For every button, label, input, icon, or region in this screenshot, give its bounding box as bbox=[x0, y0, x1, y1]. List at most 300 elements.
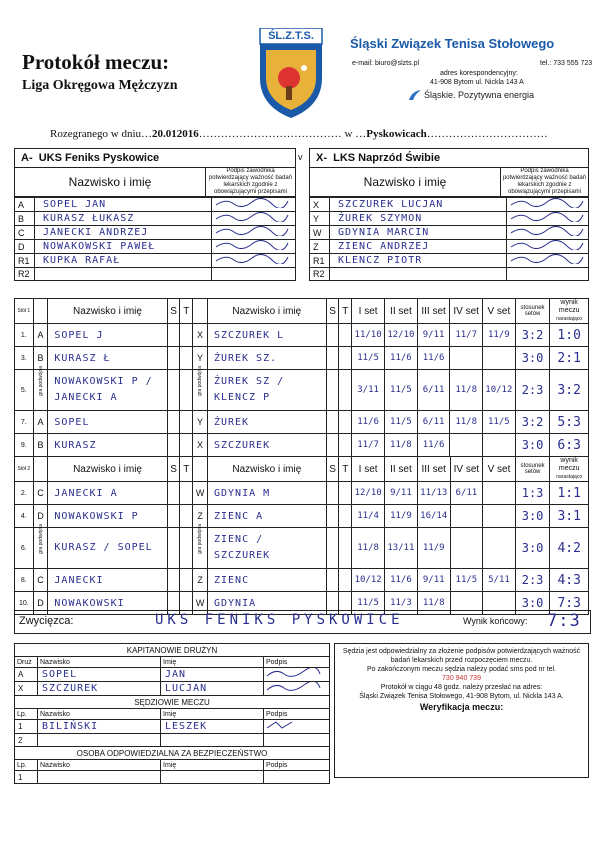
away-s bbox=[326, 569, 339, 592]
match-date-line: Rozegranego w dniu…20.012016………………………………… w …Pyskowicach…………………………… bbox=[50, 128, 548, 140]
away-code: X bbox=[193, 324, 208, 347]
referee-lp: 1 bbox=[15, 720, 38, 734]
away-player: ŻUREK SZ. bbox=[207, 347, 326, 370]
set-header: V set bbox=[482, 299, 515, 324]
blank bbox=[193, 299, 208, 324]
game-number: 6. bbox=[15, 528, 34, 569]
game-number: 3. bbox=[15, 347, 34, 370]
set-header: V set bbox=[483, 457, 516, 482]
roster-row bbox=[15, 198, 296, 212]
roster-player-name: KLENCZ PIOTR bbox=[330, 254, 507, 268]
set-score: 11/7 bbox=[352, 434, 385, 457]
away-t bbox=[339, 528, 352, 569]
captain-surname: SZCZUREK bbox=[38, 682, 161, 696]
home-player: JANECKI bbox=[48, 569, 167, 592]
roster-player-name bbox=[35, 268, 212, 281]
roster-code: R2 bbox=[310, 268, 330, 281]
team-a-roster bbox=[14, 148, 296, 281]
set-score: 12/10 bbox=[352, 482, 385, 505]
match-running-score: 4:2 bbox=[550, 528, 589, 569]
home-player: NOWAKOWSKI bbox=[48, 592, 167, 615]
player-signature bbox=[507, 226, 589, 240]
game-number: 1. bbox=[15, 324, 34, 347]
roster-row bbox=[310, 268, 589, 281]
winner-label: Zwycięzca: bbox=[19, 615, 74, 627]
signature-scribble bbox=[507, 240, 587, 250]
set-score: 3/11 bbox=[352, 370, 385, 411]
player-signature bbox=[507, 254, 589, 268]
away-s bbox=[326, 505, 339, 528]
set-score: 11/5 bbox=[385, 370, 418, 411]
officials-col-header: Lp. bbox=[15, 760, 38, 771]
set-header: I set bbox=[352, 299, 385, 324]
set-score bbox=[450, 505, 483, 528]
home-s bbox=[167, 324, 180, 347]
home-player: SOPEL J bbox=[48, 324, 167, 347]
set-score: 11/5 bbox=[450, 569, 483, 592]
away-t bbox=[339, 347, 352, 370]
captain-surname: SOPEL bbox=[38, 668, 161, 682]
away-player: GDYNIA M bbox=[207, 482, 326, 505]
name-header: Nazwisko i imię bbox=[207, 457, 326, 482]
signature-note: Podpis zawodnika potwierdzający ważność badań lekarskich zgodnie z obowiązującymi przepisami bbox=[501, 168, 589, 197]
player-signature bbox=[507, 212, 589, 226]
roster-row bbox=[15, 240, 296, 254]
player-signature bbox=[212, 212, 296, 226]
officials-block bbox=[14, 643, 330, 784]
games-header-row bbox=[15, 457, 589, 482]
game-number: 2. bbox=[15, 482, 34, 505]
away-code: W bbox=[193, 482, 208, 505]
set-score: 10/12 bbox=[352, 569, 385, 592]
home-t bbox=[180, 482, 193, 505]
set-ratio: 3:2 bbox=[515, 324, 550, 347]
home-player: SOPEL bbox=[48, 411, 167, 434]
org-email: e-mail: biuro@slzts.pl bbox=[352, 60, 420, 67]
roster-code: R1 bbox=[310, 254, 330, 268]
note-phone: 730 940 739 bbox=[442, 675, 481, 682]
referee-title: SĘDZIOWIE MECZU bbox=[15, 696, 330, 709]
roster-player-name: KURASZ ŁUKASZ bbox=[35, 212, 212, 226]
set-ratio: 3:0 bbox=[515, 528, 550, 569]
roster-player-name: GDYNIA MARCIN bbox=[330, 226, 507, 240]
set-ratio: 3:0 bbox=[515, 592, 550, 615]
signature-scribble bbox=[264, 668, 324, 678]
home-player: KURASZ Ł bbox=[48, 347, 167, 370]
away-player: GDYNIA bbox=[207, 592, 326, 615]
set-score: 11/8 bbox=[450, 411, 483, 434]
away-s bbox=[326, 434, 339, 457]
home-player: NOWAKOWSKI P bbox=[48, 505, 167, 528]
officials-col-header: Nazwisko bbox=[38, 709, 161, 720]
roster-code: X bbox=[310, 198, 330, 212]
set-score bbox=[450, 528, 483, 569]
team-x-header: X- LKS Naprzód Świbie bbox=[310, 149, 589, 168]
set-score: 11/4 bbox=[352, 505, 385, 528]
signature-note: Podpis zawodnika potwierdzający ważność badań lekarskich zgodnie z obowiązującymi przepisami bbox=[206, 168, 296, 197]
roster-player-name bbox=[330, 268, 507, 281]
verification-label: Weryfikacja meczu: bbox=[419, 702, 504, 712]
roster-player-name: ZIENC ANDRZEJ bbox=[330, 240, 507, 254]
officials-col-header: Nazwisko bbox=[38, 657, 161, 668]
captain-signature bbox=[264, 668, 330, 682]
away-t bbox=[339, 434, 352, 457]
referee-signature bbox=[264, 720, 330, 734]
set-score: 11/3 bbox=[385, 592, 418, 615]
signature-scribble bbox=[212, 198, 292, 208]
signature-scribble bbox=[507, 254, 587, 264]
set-score: 11/8 bbox=[417, 592, 450, 615]
set-score bbox=[483, 482, 516, 505]
name-header: Nazwisko i imię bbox=[310, 168, 501, 197]
roster-player-name: NOWAKOWSKI PAWEŁ bbox=[35, 240, 212, 254]
roster-row bbox=[310, 240, 589, 254]
officials-col-header: Imię bbox=[161, 760, 264, 771]
safety-lp: 1 bbox=[15, 771, 38, 784]
roster-code: Y bbox=[310, 212, 330, 226]
signature-scribble bbox=[212, 240, 292, 250]
home-player: JANECKI A bbox=[48, 482, 167, 505]
set-header: III set bbox=[417, 457, 450, 482]
officials-col-header: Podpis bbox=[264, 760, 330, 771]
roster-player-name: ŻUREK SZYMON bbox=[330, 212, 507, 226]
final-score: 7:3 bbox=[547, 611, 581, 631]
note-address: Śląski Związek Tenisa Stołowego, 41-908 Bytom, ul. Nickla 143 A. bbox=[359, 693, 564, 700]
home-s bbox=[167, 505, 180, 528]
away-player: ŻUREK bbox=[207, 411, 326, 434]
set-header: II set bbox=[385, 457, 418, 482]
team-x-roster bbox=[309, 148, 589, 281]
officials-col-header: Lp. bbox=[15, 709, 38, 720]
game-number: 8. bbox=[15, 569, 34, 592]
table-number-header: Stół 2 bbox=[15, 457, 34, 482]
player-signature bbox=[212, 240, 296, 254]
note-send: Protokół w ciągu 48 godz. należy przesłać na adres: bbox=[380, 684, 543, 691]
referee-signature bbox=[264, 734, 330, 747]
set-score: 9/11 bbox=[417, 569, 450, 592]
set-score: 11/6 bbox=[417, 434, 450, 457]
set-score: 11/6 bbox=[385, 347, 418, 370]
home-player: NOWAKOWSKI P / JANECKI A bbox=[48, 370, 167, 411]
home-s bbox=[167, 482, 180, 505]
game-number: 5. bbox=[15, 370, 34, 411]
address-label: adres korespondencyjny: bbox=[440, 70, 518, 77]
name-header: Nazwisko i imię bbox=[207, 299, 326, 324]
officials-col-header: Nazwisko bbox=[38, 760, 161, 771]
set-score: 11/9 bbox=[417, 528, 450, 569]
home-s bbox=[167, 370, 180, 411]
roster-code: R1 bbox=[15, 254, 35, 268]
game-row bbox=[15, 505, 589, 528]
set-score: 13/11 bbox=[385, 528, 418, 569]
away-s bbox=[326, 370, 339, 411]
roster-player-name: SZCZUREK LUCJAN bbox=[330, 198, 507, 212]
home-code: D bbox=[33, 592, 48, 615]
safety-surname bbox=[38, 771, 161, 784]
set-score bbox=[483, 505, 516, 528]
away-player: ZIENC A bbox=[207, 505, 326, 528]
set-score bbox=[483, 528, 516, 569]
home-s bbox=[167, 569, 180, 592]
set-score: 12/10 bbox=[385, 324, 418, 347]
match-running-score: 1:0 bbox=[550, 324, 589, 347]
match-running-score: 7:3 bbox=[550, 592, 589, 615]
set-score bbox=[450, 434, 483, 457]
set-score: 9/11 bbox=[417, 324, 450, 347]
s-header: S bbox=[167, 457, 180, 482]
set-score: 11/5 bbox=[482, 411, 515, 434]
s-header: S bbox=[326, 299, 339, 324]
game-row bbox=[15, 528, 589, 569]
home-code: A bbox=[33, 411, 48, 434]
away-code: X bbox=[193, 434, 208, 457]
roster-row bbox=[15, 212, 296, 226]
game-number: 7. bbox=[15, 411, 34, 434]
roster-row bbox=[15, 254, 296, 268]
officials-col-header: Imię bbox=[161, 657, 264, 668]
ratio-header: stosunek setów bbox=[515, 299, 550, 324]
away-t bbox=[339, 324, 352, 347]
signature-scribble bbox=[212, 254, 292, 264]
away-s bbox=[326, 324, 339, 347]
games-header-row bbox=[15, 299, 589, 324]
away-t bbox=[339, 411, 352, 434]
player-signature bbox=[212, 226, 296, 240]
referee-surname: BILIŃSKI bbox=[38, 720, 161, 734]
signature-scribble bbox=[507, 226, 587, 236]
org-name: Śląski Związek Tenisa Stołowego bbox=[350, 36, 555, 51]
roster-player-name: KUPKA RAFAŁ bbox=[35, 254, 212, 268]
game-row bbox=[15, 434, 589, 457]
captain-name: JAN bbox=[161, 668, 264, 682]
home-code: C bbox=[33, 482, 48, 505]
set-ratio: 3:2 bbox=[515, 411, 550, 434]
away-code: W bbox=[193, 592, 208, 615]
note-signatures: Sędzia jest odpowiedzialny za złożenie podpisów potwierdzających ważność badań lekarskich przed rozpoczęciem meczu. bbox=[342, 648, 581, 664]
set-ratio: 1:3 bbox=[515, 482, 550, 505]
league-subtitle: Liga Okręgowa Mężczyzn bbox=[22, 78, 178, 93]
player-signature bbox=[212, 198, 296, 212]
officials-col-header: Imię bbox=[161, 709, 264, 720]
referee-row bbox=[15, 734, 330, 747]
game-row bbox=[15, 569, 589, 592]
set-ratio: 3:0 bbox=[515, 505, 550, 528]
referee-row bbox=[15, 720, 330, 734]
referee-lp: 2 bbox=[15, 734, 38, 747]
set-header: IV set bbox=[450, 457, 483, 482]
captain-row bbox=[15, 682, 330, 696]
roster-code: C bbox=[15, 226, 35, 240]
player-signature bbox=[212, 254, 296, 268]
name-header: Nazwisko i imię bbox=[48, 299, 167, 324]
home-code: gra podwójna bbox=[33, 370, 48, 411]
set-score: 11/8 bbox=[352, 528, 385, 569]
set-score: 6/11 bbox=[417, 411, 450, 434]
set-header: IV set bbox=[450, 299, 483, 324]
set-score: 11/5 bbox=[385, 411, 418, 434]
away-code: Y bbox=[193, 347, 208, 370]
logo-lettering: ŚL.Z.T.S. bbox=[268, 30, 314, 42]
officials-header-row bbox=[15, 709, 330, 720]
game-row bbox=[15, 347, 589, 370]
set-ratio: 3:0 bbox=[515, 347, 550, 370]
home-code: gra podwójna bbox=[33, 528, 48, 569]
sponsor-text: Śląskie. Pozytywna energia bbox=[424, 90, 535, 100]
signature-scribble bbox=[507, 198, 587, 208]
match-running-score: 5:3 bbox=[550, 411, 589, 434]
set-score: 9/11 bbox=[385, 482, 418, 505]
game-row bbox=[15, 411, 589, 434]
home-t bbox=[180, 434, 193, 457]
roster-code: A bbox=[15, 198, 35, 212]
set-score: 11/6 bbox=[417, 347, 450, 370]
set-score: 11/9 bbox=[385, 505, 418, 528]
t-header: T bbox=[339, 457, 352, 482]
note-sms: Po zakończonym meczu sędzia należy podać sms pod nr tel. bbox=[366, 666, 557, 673]
safety-row bbox=[15, 771, 330, 784]
set-header: III set bbox=[417, 299, 450, 324]
away-s bbox=[326, 347, 339, 370]
set-score: 6/11 bbox=[450, 482, 483, 505]
s-header: S bbox=[326, 457, 339, 482]
captain-name: LUCJAN bbox=[161, 682, 264, 696]
safety-title: OSOBA ODPOWIEDZIALNA ZA BEZPIECZEŃSTWO bbox=[15, 747, 330, 760]
home-t bbox=[180, 324, 193, 347]
match-running-score: 3:1 bbox=[550, 505, 589, 528]
signature-scribble bbox=[507, 212, 587, 222]
away-code: Y bbox=[193, 411, 208, 434]
roster-row bbox=[15, 268, 296, 281]
result-header: wynik meczu narastająco bbox=[550, 299, 589, 324]
home-t bbox=[180, 528, 193, 569]
game-number: 4. bbox=[15, 505, 34, 528]
s-header: S bbox=[167, 299, 180, 324]
home-code: A bbox=[33, 324, 48, 347]
away-t bbox=[339, 569, 352, 592]
roster-code: W bbox=[310, 226, 330, 240]
sponsor-icon bbox=[408, 88, 422, 102]
roster-code: R2 bbox=[15, 268, 35, 281]
home-code: B bbox=[33, 347, 48, 370]
winner-value: UKS FENIKS PYSKOWICE bbox=[155, 612, 404, 628]
home-s bbox=[167, 528, 180, 569]
home-player: KURASZ bbox=[48, 434, 167, 457]
blank bbox=[33, 457, 48, 482]
referee-name: LESZEK bbox=[161, 720, 264, 734]
set-score: 6/11 bbox=[417, 370, 450, 411]
officials-col-header: Podpis bbox=[264, 657, 330, 668]
set-header: II set bbox=[385, 299, 418, 324]
away-player: SZCZUREK bbox=[207, 434, 326, 457]
away-t bbox=[339, 505, 352, 528]
set-score: 11/9 bbox=[482, 324, 515, 347]
officials-header-row bbox=[15, 760, 330, 771]
set-score bbox=[482, 347, 515, 370]
match-date: 20.012016 bbox=[152, 128, 199, 140]
away-t bbox=[339, 370, 352, 411]
roster-code: Z bbox=[310, 240, 330, 254]
game-row bbox=[15, 370, 589, 411]
captain-team: A bbox=[15, 668, 38, 682]
set-score: 11/6 bbox=[352, 411, 385, 434]
t-header: T bbox=[180, 457, 193, 482]
roster-code: D bbox=[15, 240, 35, 254]
game-number: 10. bbox=[15, 592, 34, 615]
games-table-2 bbox=[14, 456, 589, 615]
home-code: C bbox=[33, 569, 48, 592]
roster-row bbox=[310, 254, 589, 268]
captains-title: KAPITANOWIE DRUŻYN bbox=[15, 644, 330, 657]
set-ratio: 2:3 bbox=[515, 569, 550, 592]
roster-row bbox=[310, 212, 589, 226]
team-a-header: A- UKS Feniks Pyskowice bbox=[15, 149, 296, 168]
home-code: D bbox=[33, 505, 48, 528]
table-number-header: Stół 1 bbox=[15, 299, 34, 324]
home-code: B bbox=[33, 434, 48, 457]
captain-signature bbox=[264, 682, 330, 696]
roster-code: B bbox=[15, 212, 35, 226]
away-player: ZIENC bbox=[207, 569, 326, 592]
home-t bbox=[180, 411, 193, 434]
set-score bbox=[450, 347, 483, 370]
game-number: 9. bbox=[15, 434, 34, 457]
blank bbox=[33, 299, 48, 324]
set-score bbox=[482, 434, 515, 457]
signature-scribble bbox=[264, 682, 324, 692]
set-score: 11/5 bbox=[352, 347, 385, 370]
page-title: Protokół meczu: bbox=[22, 50, 170, 74]
roster-player-name: SOPEL JAN bbox=[35, 198, 212, 212]
result-header: wynik meczu narastająco bbox=[550, 457, 589, 482]
org-address: 41-908 Bytom ul. Nickla 143 A bbox=[430, 79, 524, 86]
away-s bbox=[326, 411, 339, 434]
game-row bbox=[15, 324, 589, 347]
safety-name bbox=[161, 771, 264, 784]
match-running-score: 1:1 bbox=[550, 482, 589, 505]
home-t bbox=[180, 569, 193, 592]
notes-box bbox=[334, 643, 589, 778]
away-player: ŻUREK SZ / KLENCZ P bbox=[207, 370, 326, 411]
referee-surname bbox=[38, 734, 161, 747]
officials-col-header: Podpis bbox=[264, 709, 330, 720]
away-t bbox=[339, 482, 352, 505]
captain-row bbox=[15, 668, 330, 682]
set-score: 11/8 bbox=[450, 370, 483, 411]
player-signature bbox=[212, 268, 296, 281]
name-header: Nazwisko i imię bbox=[48, 457, 167, 482]
match-running-score: 3:2 bbox=[550, 370, 589, 411]
player-signature bbox=[507, 240, 589, 254]
ratio-header: stosunek setów bbox=[515, 457, 550, 482]
player-signature bbox=[507, 198, 589, 212]
set-header: I set bbox=[352, 457, 385, 482]
home-s bbox=[167, 434, 180, 457]
match-running-score: 4:3 bbox=[550, 569, 589, 592]
away-s bbox=[326, 482, 339, 505]
away-code: Z bbox=[193, 505, 208, 528]
roster-row bbox=[15, 226, 296, 240]
home-t bbox=[180, 370, 193, 411]
match-running-score: 6:3 bbox=[550, 434, 589, 457]
set-score: 11/10 bbox=[352, 324, 385, 347]
roster-row bbox=[310, 198, 589, 212]
roster-player-name: JANECKI ANDRZEJ bbox=[35, 226, 212, 240]
blank bbox=[193, 457, 208, 482]
signature-scribble bbox=[212, 226, 292, 236]
match-place: Pyskowicach bbox=[366, 128, 427, 140]
referee-name bbox=[161, 734, 264, 747]
game-row bbox=[15, 482, 589, 505]
